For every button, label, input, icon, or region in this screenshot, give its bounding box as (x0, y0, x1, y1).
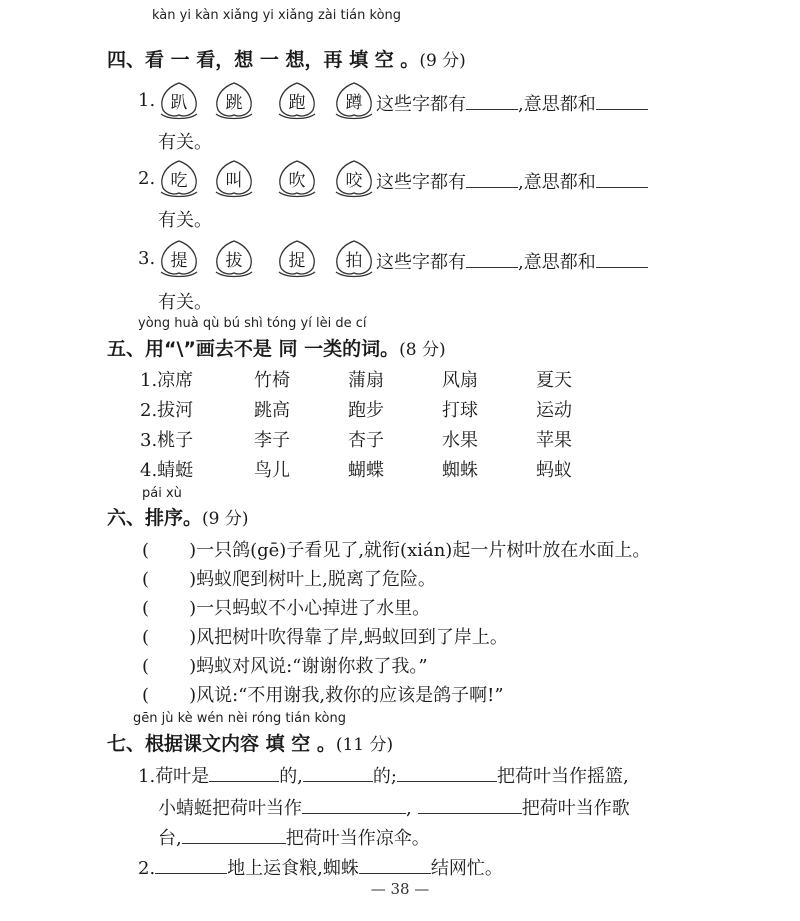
order-item (142, 565, 436, 591)
answer-blank[interactable] (596, 249, 648, 268)
word[interactable]: 打球 (442, 400, 478, 421)
q2-text: 结网忙。 (430, 858, 503, 879)
leaf-char: 吃 (170, 171, 188, 191)
section7-title: 七、根据课文内容 填 空 。 (107, 733, 336, 755)
answer-blank[interactable] (418, 795, 522, 814)
section4-item-2-text (376, 168, 648, 194)
word[interactable]: 竹椅 (254, 370, 290, 391)
answer-blank[interactable] (359, 855, 431, 874)
section4-item-3-text (376, 248, 648, 274)
section4-title: 四、看 一 看，想 一 想，再 填 空 。 (107, 49, 420, 71)
section7-heading (107, 729, 393, 756)
order-sentence: 一只蚂蚁不小心掉进了水里。 (196, 598, 431, 619)
order-paren-box[interactable]: ( ) (142, 569, 197, 590)
section4-item-2-number: 2. (138, 168, 156, 189)
section4-item-1-number: 1. (138, 90, 156, 111)
word[interactable]: 蝴蝶 (348, 460, 384, 481)
fill-prompt-b: ,意思都和 (518, 172, 596, 193)
leaf-char: 跳 (225, 93, 243, 113)
q1-number: 1. (138, 766, 156, 787)
word[interactable]: 杏子 (348, 430, 384, 451)
word[interactable]: 鸟儿 (254, 460, 290, 481)
leaf-char: 吹 (288, 171, 306, 191)
word[interactable]: 蒲扇 (348, 370, 384, 391)
leaf-char-box (275, 238, 319, 278)
section6-score: (9 分) (202, 509, 249, 529)
answer-blank[interactable] (155, 855, 227, 874)
q2-number: 2. (138, 858, 156, 879)
section5-heading (107, 334, 446, 361)
leaf-char: 拍 (345, 251, 363, 271)
section6-pinyin: pái xù (142, 486, 182, 501)
answer-blank[interactable] (466, 169, 518, 188)
order-item (142, 623, 508, 649)
section4-score: (9 分) (419, 51, 466, 71)
section4-pinyin: kàn yi kàn xiǎng yi xiǎng zài tián kòng (152, 8, 402, 23)
leaf-char: 叫 (225, 171, 243, 191)
section4-item-1-text (376, 90, 648, 116)
section5-title: 五、用“\”画去不是 同 一类的词。 (107, 338, 400, 360)
q2-text: 地上运食粮,蜘蛛 (227, 858, 359, 879)
answer-blank[interactable] (466, 91, 518, 110)
leaf-char: 捉 (288, 251, 306, 271)
leaf-char: 跑 (288, 93, 306, 113)
word[interactable]: 跑步 (348, 400, 384, 421)
answer-blank[interactable] (596, 91, 648, 110)
q1-text: 把荷叶当作凉伞。 (285, 828, 430, 849)
fill-prompt-b: ,意思都和 (518, 252, 596, 273)
section5-pinyin: yòng huà qù bú shì tóng yí lèi de cí (138, 316, 367, 331)
order-item (142, 652, 428, 678)
order-sentence: 风把树叶吹得靠了岸,蚂蚁回到了岸上。 (196, 627, 508, 648)
order-item (142, 536, 650, 562)
section7-q1-line2 (158, 794, 630, 820)
section6-heading (107, 503, 249, 530)
leaf-char: 拔 (225, 251, 243, 271)
section6-title: 六、排序。 (107, 507, 203, 529)
q1-text: , (406, 798, 412, 819)
answer-blank[interactable] (303, 763, 373, 782)
leaf-char-box (212, 80, 256, 120)
leaf-char: 蹲 (345, 93, 363, 113)
section7-q1-line3 (158, 824, 430, 850)
leaf-char-box (157, 238, 201, 278)
answer-blank[interactable] (397, 763, 497, 782)
word[interactable]: 运动 (536, 400, 572, 421)
word[interactable]: 李子 (254, 430, 290, 451)
leaf-char-box (212, 238, 256, 278)
order-item (142, 594, 430, 620)
section4-item-3-tail: 有关。 (158, 292, 212, 313)
answer-blank[interactable] (596, 169, 648, 188)
word[interactable]: 夏天 (536, 370, 572, 391)
section7-pinyin: gēn jù kè wén nèi róng tián kòng (133, 711, 346, 726)
order-sentence: 一只鸽(gē)子看见了,就衔(xián)起一片树叶放在水面上。 (196, 540, 651, 561)
page-number: — 38 — (370, 880, 430, 898)
word[interactable]: 水果 (442, 430, 478, 451)
section4-heading (107, 45, 466, 72)
section7-q1-line1 (138, 762, 629, 788)
order-paren-box[interactable]: ( ) (142, 540, 197, 561)
order-item (142, 681, 504, 707)
word[interactable]: 风扇 (442, 370, 478, 391)
word[interactable]: 2.拔河 (140, 400, 194, 421)
order-sentence: 风说:“不用谢我,救你的应该是鸽子啊!” (196, 685, 504, 706)
leaf-char-box (332, 238, 376, 278)
leaf-char-box (157, 80, 201, 120)
order-paren-box[interactable]: ( ) (142, 627, 197, 648)
leaf-char-box (332, 80, 376, 120)
leaf-char-box (275, 158, 319, 198)
word[interactable]: 4.蜻蜓 (140, 460, 194, 481)
order-sentence: 蚂蚁对风说:“谢谢你救了我。” (196, 656, 428, 677)
leaf-char: 趴 (170, 93, 188, 113)
section5-score: (8 分) (399, 340, 446, 360)
answer-blank[interactable] (302, 795, 406, 814)
leaf-char-box (157, 158, 201, 198)
q1-text: 把荷叶当作摇篮, (497, 766, 629, 787)
word[interactable]: 苹果 (536, 430, 572, 451)
word[interactable]: 蚂蚁 (536, 460, 572, 481)
leaf-char: 提 (170, 251, 188, 271)
word[interactable]: 蜘蛛 (442, 460, 478, 481)
word[interactable]: 1.凉席 (140, 370, 194, 391)
q1-text: 台, (158, 828, 182, 849)
word[interactable]: 3.桃子 (140, 430, 194, 451)
leaf-char-box (275, 80, 319, 120)
order-paren-box[interactable]: ( ) (142, 656, 197, 677)
q1-text: 小蜻蜓把荷叶当作 (158, 798, 302, 819)
order-paren-box[interactable]: ( ) (142, 598, 197, 619)
fill-prompt-a: 这些字都有 (376, 94, 466, 115)
fill-prompt-a: 这些字都有 (376, 172, 466, 193)
q1-text: 的, (279, 766, 303, 787)
order-sentence: 蚂蚁爬到树叶上,脱离了危险。 (196, 569, 436, 590)
fill-prompt-a: 这些字都有 (376, 252, 466, 273)
section4-item-3-number: 3. (138, 248, 156, 269)
q1-text: 把荷叶当作歌 (521, 798, 630, 819)
leaf-char: 咬 (345, 171, 363, 191)
section7-score: (11 分) (335, 735, 394, 755)
leaf-char-box (332, 158, 376, 198)
section4-item-2-tail: 有关。 (158, 210, 212, 231)
q1-text: 的; (372, 766, 397, 787)
word[interactable]: 跳高 (254, 400, 290, 421)
order-paren-box[interactable]: ( ) (142, 685, 197, 706)
section4-item-1-tail: 有关。 (158, 132, 212, 153)
answer-blank[interactable] (466, 249, 518, 268)
answer-blank[interactable] (209, 763, 279, 782)
fill-prompt-b: ,意思都和 (518, 94, 596, 115)
leaf-char-box (212, 158, 256, 198)
answer-blank[interactable] (182, 825, 286, 844)
section7-q2 (138, 854, 503, 880)
q1-text: 荷叶是 (155, 766, 210, 787)
